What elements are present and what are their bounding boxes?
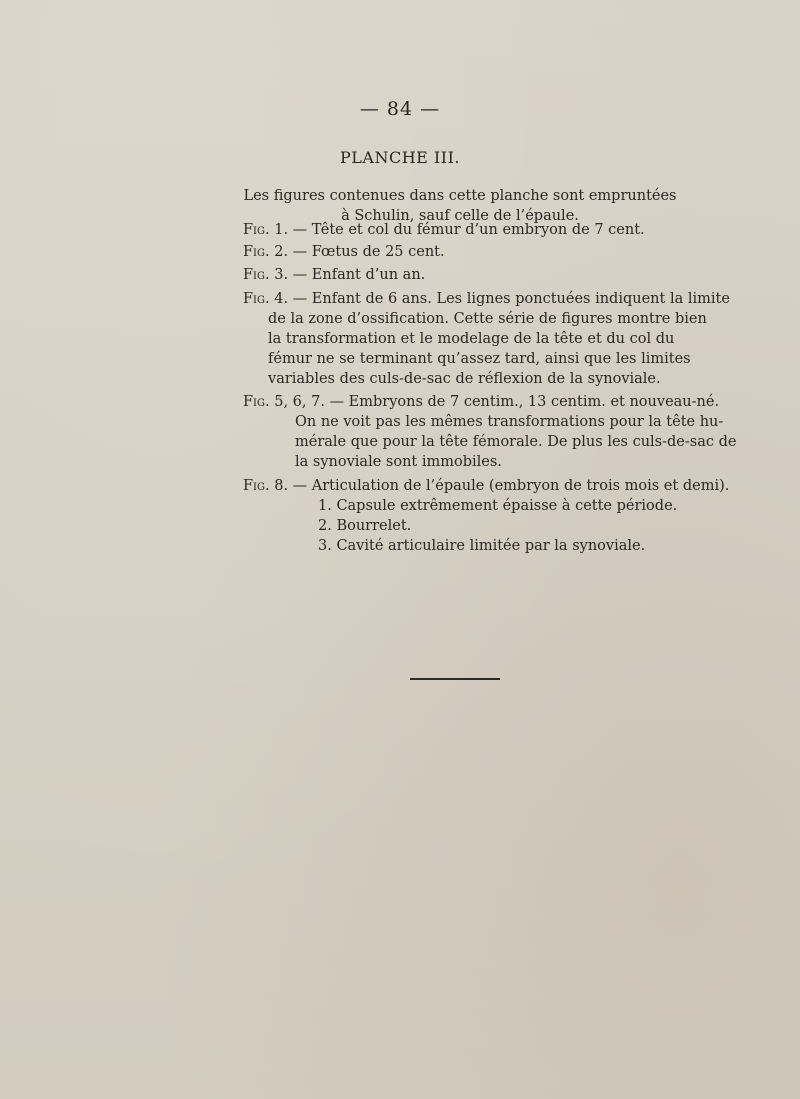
figure-label: Fig. 5, 6, 7. [243,394,325,410]
figure-caption-2 [243,242,445,262]
plate-title: PLANCHE III. [340,148,460,167]
figure-text: — Embryons de 7 centim., 13 centim. et nouveau-né. [329,394,720,410]
intro-line: Les figures contenues dans cette planche sont empruntées [243,188,677,204]
figure-label: Fig. 1. [243,222,289,238]
figure-item: 2. Bourrelet. [318,518,412,534]
figure-caption-1 [243,220,645,240]
figure-text-line: On ne voit pas les mêmes transformations pour la tête hu- [295,414,724,430]
figure-label: Fig. 8. [243,478,289,494]
figure-text: — Enfant de 6 ans. Les lignes ponctuées indiquent la limite [292,291,730,307]
figure-text-line: mérale que pour la tête fémorale. De plus les culs-de-sac de [295,434,737,450]
figure-text-line: variables des culs-de-sac de réflexion de la synoviale. [268,371,661,387]
figure-text-line: la synoviale sont immobiles. [295,454,502,470]
figure-caption-5-6-7 [243,392,719,412]
figure-caption-3 [243,265,425,285]
figure-text: — Enfant d’un an. [292,267,426,283]
figure-text: — Articulation de l’épaule (embryon de trois mois et demi). [292,478,730,494]
figure-label: Fig. 4. [243,291,289,307]
figure-item: 3. Cavité articulaire limitée par la synoviale. [318,538,646,554]
intro-line: à Schulin, sauf celle de l’épaule. [341,208,579,224]
end-rule [410,678,500,680]
page-number: — 84 — [359,98,441,120]
figure-label: Fig. 3. [243,267,289,283]
figure-caption-4 [243,289,730,309]
figure-caption-8 [243,476,729,496]
figure-text: — Fœtus de 25 cent. [292,244,445,260]
figure-label: Fig. 2. [243,244,289,260]
figure-text-line: la transformation et le modelage de la tête et du col du [268,331,675,347]
figure-text-line: de la zone d’ossification. Cette série de figures montre bien [268,311,707,327]
figure-item: 1. Capsule extrêmement épaisse à cette période. [318,498,678,514]
figure-text: — Tête et col du fémur d’un embryon de 7 cent. [292,222,645,238]
figure-text-line: fémur ne se terminant qu’assez tard, ainsi que les limites [268,351,691,367]
